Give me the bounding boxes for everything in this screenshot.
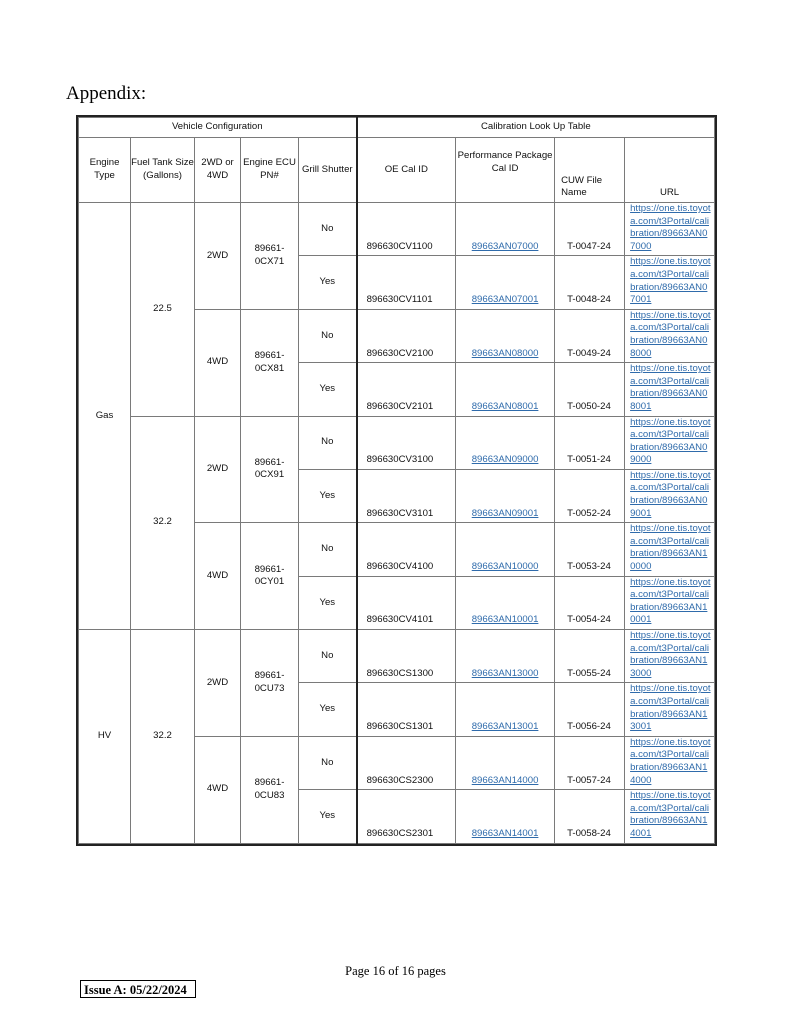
col-drive: 2WD or 4WD bbox=[195, 138, 241, 203]
performance-cal-id-link[interactable]: 89663AN14000 bbox=[471, 774, 539, 786]
performance-cal-id-cell bbox=[456, 790, 555, 843]
ecu-cell: 89661-0CU83 bbox=[241, 736, 299, 843]
col-cuw-file: CUW File Name bbox=[555, 138, 625, 203]
col-grill-shutter: Grill Shutter bbox=[299, 138, 357, 203]
grill-shutter-cell: No bbox=[299, 416, 357, 469]
cuw-file-cell: T-0049-24 bbox=[555, 309, 625, 362]
ecu-cell: 89661-0CX81 bbox=[241, 309, 299, 416]
performance-cal-id-cell bbox=[456, 363, 555, 416]
calibration-url-link[interactable]: https://one.tis.toyota.com/t3Portal/calibration/89663AN09000 bbox=[630, 416, 711, 466]
cuw-file-cell: T-0051-24 bbox=[555, 416, 625, 469]
url-cell bbox=[625, 363, 715, 416]
fuel-tank-cell: 22.5 bbox=[131, 203, 195, 417]
engine-type-cell: HV bbox=[79, 630, 131, 844]
grill-shutter-cell: No bbox=[299, 630, 357, 683]
url-cell bbox=[625, 683, 715, 736]
oe-cal-id-cell: 896630CS2300 bbox=[357, 736, 456, 789]
performance-cal-id-cell bbox=[456, 469, 555, 522]
performance-cal-id-cell bbox=[456, 683, 555, 736]
oe-cal-id-cell: 896630CS1300 bbox=[357, 630, 456, 683]
calibration-url-link[interactable]: https://one.tis.toyota.com/t3Portal/calibration/89663AN13000 bbox=[630, 630, 711, 679]
col-performance-cal-id: Performance Package Cal ID bbox=[456, 138, 555, 203]
calibration-url-link[interactable]: https://one.tis.toyota.com/t3Portal/calibration/89663AN10001 bbox=[630, 576, 711, 626]
col-fuel-tank: Fuel Tank Size (Gallons) bbox=[131, 138, 195, 203]
calibration-url-link[interactable]: https://one.tis.toyota.com/t3Portal/calibration/89663AN14000 bbox=[630, 736, 711, 786]
oe-cal-id-cell: 896630CV4100 bbox=[357, 523, 456, 576]
url-cell bbox=[625, 256, 715, 309]
url-cell bbox=[625, 309, 715, 362]
ecu-cell: 89661-0CU73 bbox=[241, 630, 299, 737]
performance-cal-id-link[interactable]: 89663AN09001 bbox=[471, 507, 539, 519]
performance-cal-id-link[interactable]: 89663AN07001 bbox=[471, 294, 539, 306]
oe-cal-id-cell: 896630CS1301 bbox=[357, 683, 456, 736]
cuw-file-cell: T-0048-24 bbox=[555, 256, 625, 309]
grill-shutter-cell: No bbox=[299, 736, 357, 789]
engine-type-cell: Gas bbox=[79, 203, 131, 630]
oe-cal-id-cell: 896630CV1101 bbox=[357, 256, 456, 309]
drive-cell: 2WD bbox=[195, 630, 241, 737]
performance-cal-id-cell bbox=[456, 203, 555, 256]
grill-shutter-cell: No bbox=[299, 203, 357, 256]
oe-cal-id-cell: 896630CV3100 bbox=[357, 416, 456, 469]
grill-shutter-cell: No bbox=[299, 309, 357, 362]
table-row bbox=[79, 203, 715, 256]
performance-cal-id-cell bbox=[456, 309, 555, 362]
vehicle-configuration-header: Vehicle Configuration bbox=[79, 118, 357, 138]
grill-shutter-cell: Yes bbox=[299, 683, 357, 736]
table-row bbox=[79, 416, 715, 469]
calibration-url-link[interactable]: https://one.tis.toyota.com/t3Portal/calibration/89663AN09001 bbox=[630, 469, 711, 519]
oe-cal-id-cell: 896630CV4101 bbox=[357, 576, 456, 629]
calibration-url-link[interactable]: https://one.tis.toyota.com/t3Portal/calibration/89663AN13001 bbox=[630, 683, 711, 733]
url-cell bbox=[625, 416, 715, 469]
calibration-url-link[interactable]: https://one.tis.toyota.com/t3Portal/calibration/89663AN07000 bbox=[630, 203, 711, 252]
cuw-file-cell: T-0050-24 bbox=[555, 363, 625, 416]
performance-cal-id-cell bbox=[456, 576, 555, 629]
calibration-url-link[interactable]: https://one.tis.toyota.com/t3Portal/calibration/89663AN14001 bbox=[630, 790, 711, 839]
drive-cell: 4WD bbox=[195, 309, 241, 416]
cuw-file-cell: T-0058-24 bbox=[555, 790, 625, 843]
performance-cal-id-cell bbox=[456, 256, 555, 309]
drive-cell: 2WD bbox=[195, 416, 241, 523]
url-cell bbox=[625, 736, 715, 789]
ecu-cell: 89661-0CX71 bbox=[241, 203, 299, 310]
oe-cal-id-cell: 896630CV2100 bbox=[357, 309, 456, 362]
oe-cal-id-cell: 896630CS2301 bbox=[357, 790, 456, 843]
table-body bbox=[79, 203, 715, 844]
calibration-url-link[interactable]: https://one.tis.toyota.com/t3Portal/calibration/89663AN08001 bbox=[630, 363, 711, 412]
url-cell bbox=[625, 630, 715, 683]
fuel-tank-cell: 32.2 bbox=[131, 416, 195, 630]
url-cell bbox=[625, 576, 715, 629]
grill-shutter-cell: Yes bbox=[299, 363, 357, 416]
performance-cal-id-link[interactable]: 89663AN13000 bbox=[471, 667, 539, 679]
performance-cal-id-link[interactable]: 89663AN09000 bbox=[471, 454, 539, 466]
performance-cal-id-cell bbox=[456, 523, 555, 576]
performance-cal-id-link[interactable]: 89663AN10000 bbox=[471, 561, 539, 573]
drive-cell: 4WD bbox=[195, 523, 241, 630]
cuw-file-cell: T-0056-24 bbox=[555, 683, 625, 736]
cuw-file-cell: T-0053-24 bbox=[555, 523, 625, 576]
grill-shutter-cell: Yes bbox=[299, 576, 357, 629]
col-engine-type: Engine Type bbox=[79, 138, 131, 203]
ecu-cell: 89661-0CX91 bbox=[241, 416, 299, 523]
cuw-file-cell: T-0054-24 bbox=[555, 576, 625, 629]
performance-cal-id-cell bbox=[456, 736, 555, 789]
col-ecu: Engine ECU PN# bbox=[241, 138, 299, 203]
grill-shutter-cell: Yes bbox=[299, 469, 357, 522]
performance-cal-id-link[interactable]: 89663AN10001 bbox=[471, 614, 539, 626]
url-cell bbox=[625, 469, 715, 522]
table-row bbox=[79, 630, 715, 683]
performance-cal-id-cell bbox=[456, 416, 555, 469]
cuw-file-cell: T-0052-24 bbox=[555, 469, 625, 522]
performance-cal-id-link[interactable]: 89663AN08000 bbox=[471, 347, 539, 359]
performance-cal-id-link[interactable]: 89663AN13001 bbox=[471, 721, 539, 733]
drive-cell: 4WD bbox=[195, 736, 241, 843]
drive-cell: 2WD bbox=[195, 203, 241, 310]
url-cell bbox=[625, 790, 715, 843]
grill-shutter-cell: Yes bbox=[299, 256, 357, 309]
col-oe-cal-id: OE Cal ID bbox=[357, 138, 456, 203]
col-url: URL bbox=[625, 138, 715, 203]
appendix-heading: Appendix: bbox=[66, 83, 147, 104]
performance-cal-id-link[interactable]: 89663AN14001 bbox=[471, 827, 539, 839]
url-cell bbox=[625, 523, 715, 576]
performance-cal-id-link[interactable]: 89663AN07000 bbox=[471, 240, 539, 252]
calibration-url-link[interactable]: https://one.tis.toyota.com/t3Portal/calibration/89663AN07001 bbox=[630, 256, 711, 306]
oe-cal-id-cell: 896630CV1100 bbox=[357, 203, 456, 256]
oe-cal-id-cell: 896630CV3101 bbox=[357, 469, 456, 522]
cuw-file-cell: T-0055-24 bbox=[555, 630, 625, 683]
grill-shutter-cell: No bbox=[299, 523, 357, 576]
calibration-table bbox=[78, 117, 715, 844]
ecu-cell: 89661-0CY01 bbox=[241, 523, 299, 630]
performance-cal-id-cell bbox=[456, 630, 555, 683]
performance-cal-id-link[interactable]: 89663AN08001 bbox=[471, 400, 539, 412]
grill-shutter-cell: Yes bbox=[299, 790, 357, 843]
calibration-url-link[interactable]: https://one.tis.toyota.com/t3Portal/calibration/89663AN08000 bbox=[630, 309, 711, 359]
url-cell bbox=[625, 203, 715, 256]
cuw-file-cell: T-0057-24 bbox=[555, 736, 625, 789]
issue-date-box: Issue A: 05/22/2024 bbox=[80, 980, 196, 998]
calibration-lookup-header: Calibration Look Up Table bbox=[357, 118, 715, 138]
fuel-tank-cell: 32.2 bbox=[131, 630, 195, 844]
calibration-url-link[interactable]: https://one.tis.toyota.com/t3Portal/calibration/89663AN10000 bbox=[630, 523, 711, 573]
page-number: Page 16 of 16 pages bbox=[345, 964, 446, 978]
cuw-file-cell: T-0047-24 bbox=[555, 203, 625, 256]
oe-cal-id-cell: 896630CV2101 bbox=[357, 363, 456, 416]
